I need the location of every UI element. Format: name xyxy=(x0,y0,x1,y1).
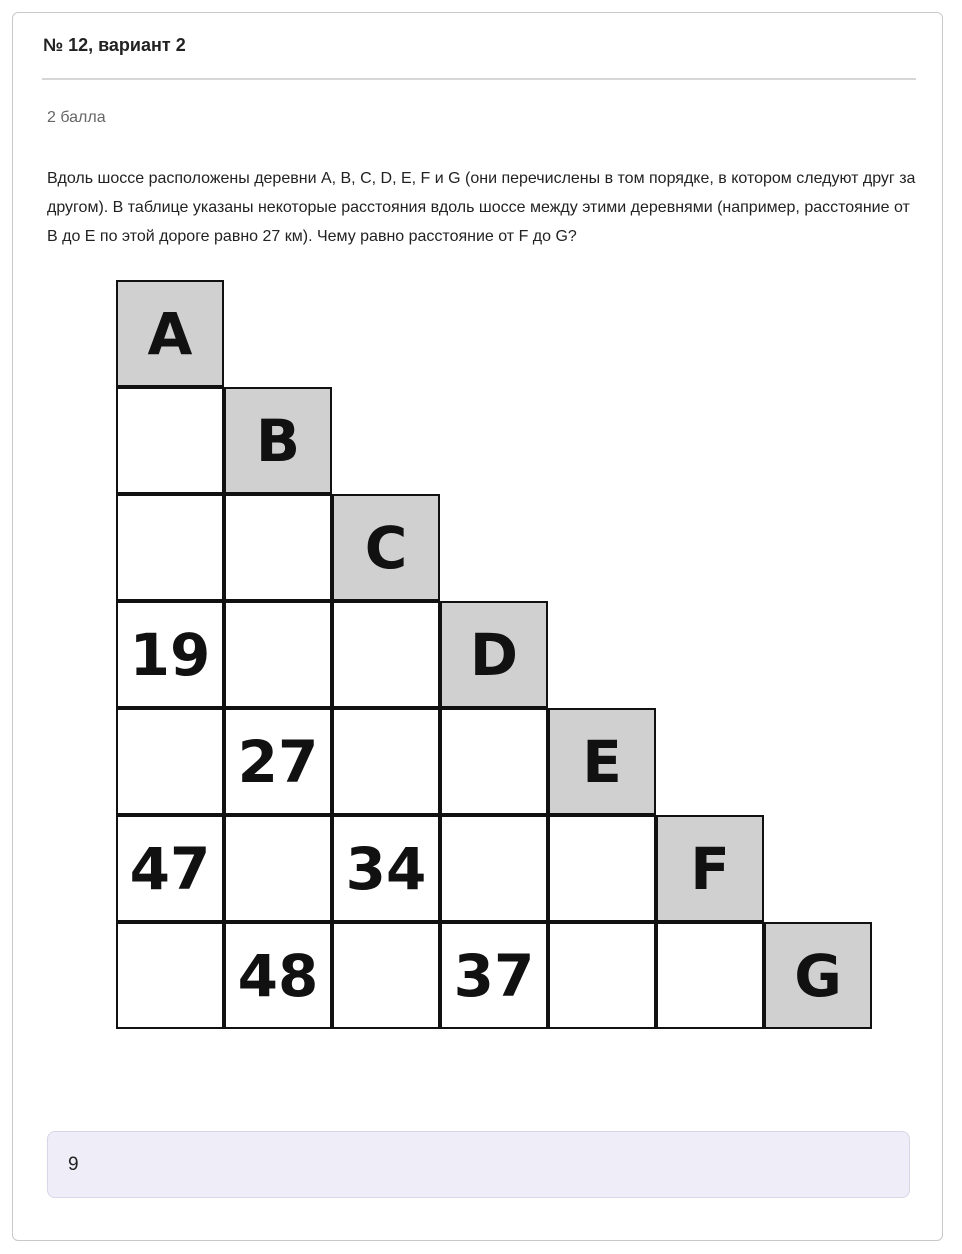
distance-cell-c-e xyxy=(332,708,440,815)
points-label: 2 балла xyxy=(47,109,106,126)
village-header-b: B xyxy=(224,387,332,494)
distance-cell-d-e xyxy=(440,708,548,815)
distance-cell-a-b xyxy=(116,387,224,494)
village-header-d: D xyxy=(440,601,548,708)
distance-cell-e-f xyxy=(548,815,656,922)
answer-field[interactable] xyxy=(47,1131,910,1198)
distance-cell-b-f xyxy=(224,815,332,922)
answer-value: 9 xyxy=(68,1153,79,1175)
distance-cell-b-g: 48 xyxy=(224,922,332,1029)
distance-cell-a-d: 19 xyxy=(116,601,224,708)
distance-cell-a-f: 47 xyxy=(116,815,224,922)
village-header-c: C xyxy=(332,494,440,601)
distance-cell-a-g xyxy=(116,922,224,1029)
village-header-g: G xyxy=(764,922,872,1029)
distance-cell-a-c xyxy=(116,494,224,601)
distance-cell-b-c xyxy=(224,494,332,601)
question-text: Вдоль шоссе расположены деревни A, B, C, D, E, F и G (они перечислены в том порядке, в котором следуют друг за другом). В таблице указаны некоторые расстояния вдоль шоссе между этими деревнями (например, расстояние от B до E по этой дороге равно 27 км). Чему равно расстояние от F до G? xyxy=(47,170,916,245)
village-header-a: A xyxy=(116,280,224,387)
distance-cell-d-g: 37 xyxy=(440,922,548,1029)
distance-cell-b-e: 27 xyxy=(224,708,332,815)
distance-cell-a-e xyxy=(116,708,224,815)
task-card xyxy=(12,12,943,1241)
title-divider xyxy=(42,78,916,80)
distance-table xyxy=(116,280,872,1030)
distance-cell-c-f: 34 xyxy=(332,815,440,922)
task-title: № 12, вариант 2 xyxy=(43,35,186,55)
distance-cell-f-g xyxy=(656,922,764,1029)
village-header-f: F xyxy=(656,815,764,922)
distance-cell-c-g xyxy=(332,922,440,1029)
village-header-e: E xyxy=(548,708,656,815)
distance-cell-d-f xyxy=(440,815,548,922)
distance-cell-e-g xyxy=(548,922,656,1029)
distance-cell-c-d xyxy=(332,601,440,708)
distance-cell-b-d xyxy=(224,601,332,708)
